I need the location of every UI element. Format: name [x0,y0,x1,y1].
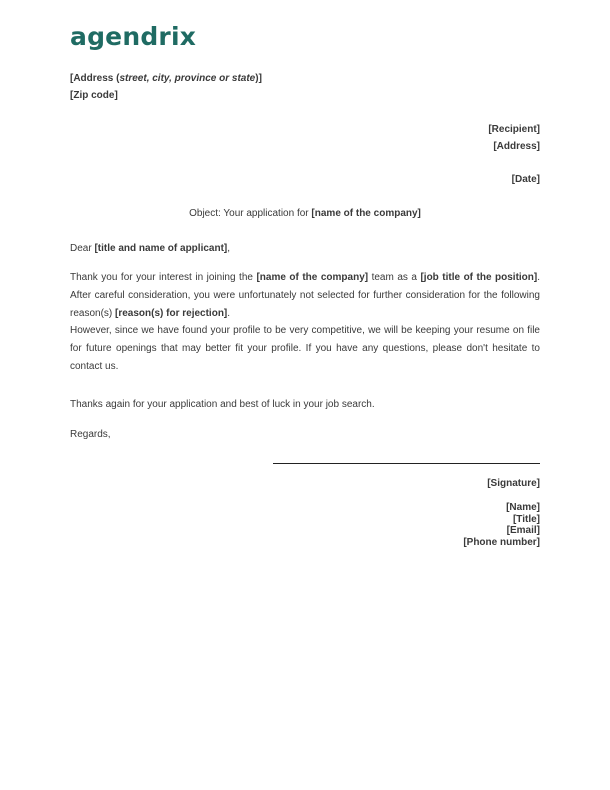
agendrix-logo: agendrix [70,22,197,51]
letter-object [0,208,610,219]
paragraph-interest [70,269,540,323]
sender-address-prefix: [Address ( [70,73,120,84]
greeting-suffix: , [227,243,231,254]
signature-line [273,463,540,464]
sender-address-hint: street, city, province or state [119,73,256,84]
paragraph-resume-on-file: However, since we have found your profile to be very competitive, we will be keeping your resume on file for future openings that may better fit your profile. If you have any questions, please don't hesitate to contact us. [70,325,540,372]
greeting-prefix: Dear [70,243,95,254]
greeting-name: [title and name of applicant] [94,243,228,254]
sender-address-suffix: )] [255,73,262,84]
signature-placeholder: [Signature] [487,478,540,489]
recipient-address: [Address] [493,141,540,152]
contact-phone: [Phone number] [463,536,540,548]
recipient-name: [Recipient] [488,124,540,135]
recipient-block [488,121,540,155]
contact-title: [Title] [512,513,540,525]
contact-block [463,502,540,548]
p1-text-2: team as a [368,272,421,283]
object-prefix: Object: Your application for [189,208,312,219]
p1-reason: [reason(s) for rejection] [115,308,228,319]
p1-text-4: . [227,308,231,319]
letter-date: [Date] [511,174,540,185]
p1-text-3: . After careful consideration, you were unfortunately not selected for further consideration for the following reason(s) [70,272,541,319]
sender-block [70,70,262,104]
sender-zip: [Zip code] [70,90,118,101]
p1-text-1: Thank you for your interest in joining the [70,272,257,283]
contact-name: [Name] [506,502,540,513]
p1-job-title: [job title of the position] [420,272,538,283]
object-company: [name of the company] [311,208,421,219]
contact-email: [Email] [506,525,540,536]
paragraph-thanks: Thanks again for your application and best of luck in your job search. [70,399,375,410]
closing: Regards, [70,429,111,440]
greeting [70,240,540,258]
p1-company: [name of the company] [256,272,369,283]
sender-address [70,70,262,87]
